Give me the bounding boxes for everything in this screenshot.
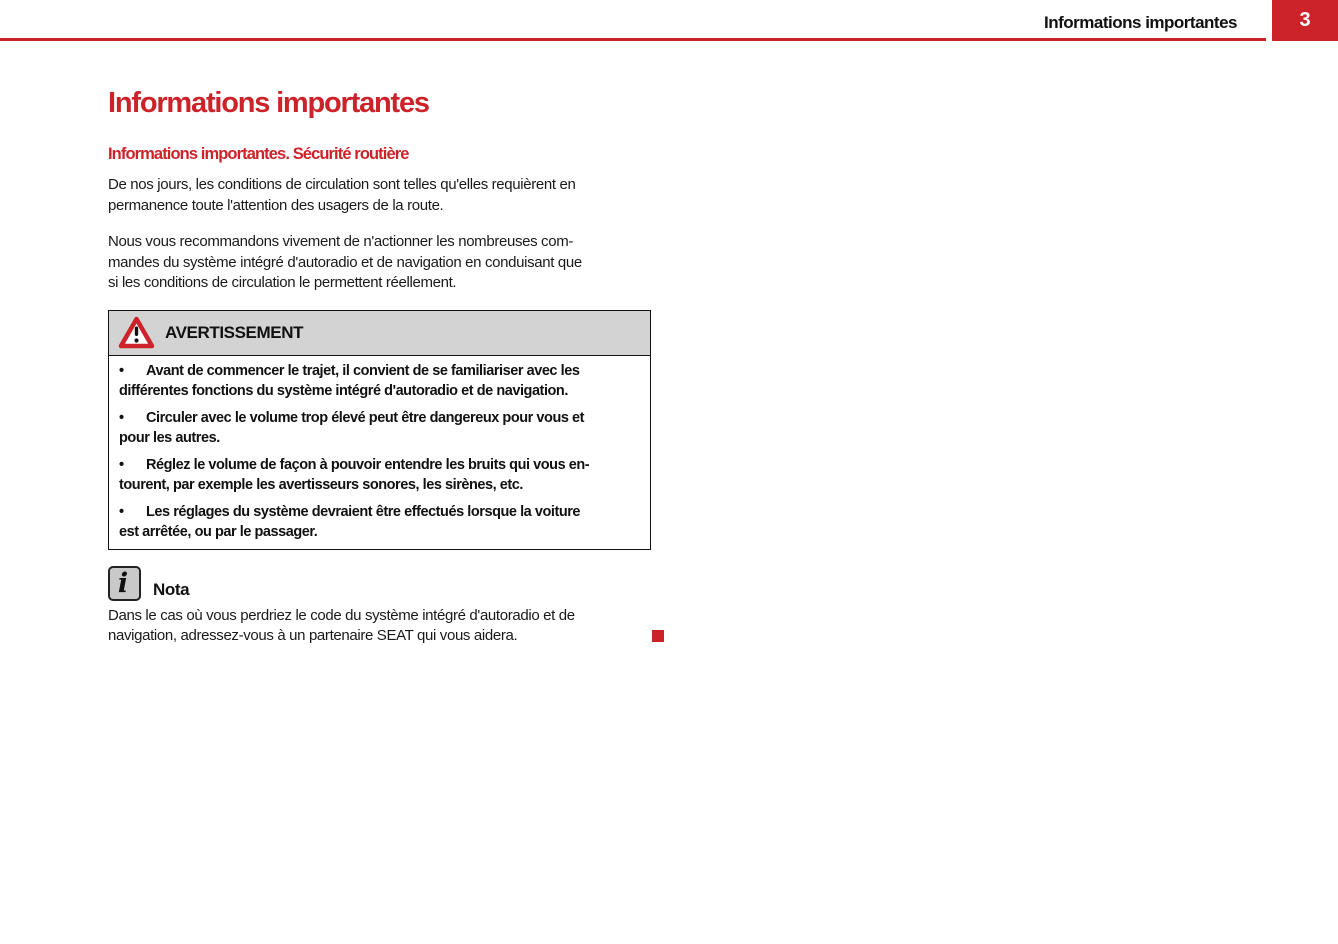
bullet-text: Les réglages du système devraient être effectués lorsque la voiture	[146, 503, 581, 520]
paragraph-line: si les conditions de circulation le permettent réellement.	[108, 274, 457, 291]
warning-bullet	[119, 408, 644, 449]
bullet-text: Avant de commencer le trajet, il convient de se familiariser avec les	[146, 362, 580, 379]
bullet-line: pour les autres.	[119, 430, 220, 446]
warning-triangle-icon	[118, 316, 155, 349]
paragraph	[108, 175, 664, 216]
warning-label: AVERTISSEMENT	[165, 322, 304, 342]
paragraph	[108, 232, 664, 294]
paragraph-line: Dans le cas où vous perdriez le code du système intégré d'autoradio et de	[108, 606, 575, 624]
warning-box	[108, 310, 651, 550]
paragraph-line: mandes du système intégré d'autoradio et de navigation en conduisant que	[108, 253, 582, 271]
bullet-icon: •	[119, 456, 124, 473]
warning-header	[109, 311, 650, 356]
content-column	[108, 0, 664, 647]
warning-body	[109, 356, 650, 549]
bullet-line: est arrêtée, ou par le passager.	[119, 524, 318, 540]
note-paragraph	[108, 606, 664, 647]
warning-bullet	[119, 361, 644, 402]
bullet-icon: •	[119, 362, 124, 379]
info-icon: i	[108, 566, 141, 601]
bullet-line: tourent, par exemple les avertisseurs sonores, les sirènes, etc.	[119, 477, 523, 493]
bullet-text: Circuler avec le volume trop élevé peut être dangereux pour vous et	[146, 409, 585, 426]
bullet-line	[119, 502, 644, 523]
bullet-line	[119, 361, 644, 382]
page-number-badge: 3	[1272, 0, 1338, 41]
warning-bullet	[119, 455, 644, 496]
running-header-title: Informations importantes	[1044, 13, 1237, 32]
note-label: Nota	[153, 579, 190, 599]
bullet-line	[119, 408, 644, 429]
note-header	[108, 566, 664, 601]
section-heading: Informations importantes. Sécurité routière	[108, 145, 409, 163]
bullet-line: différentes fonctions du système intégré d'autoradio et de navigation.	[119, 383, 568, 399]
bullet-text: Réglez le volume de façon à pouvoir entendre les bruits qui vous en-	[146, 456, 590, 473]
paragraph-line: Nous vous recommandons vivement de n'actionner les nombreuses com-	[108, 233, 573, 250]
section-end-marker	[652, 630, 664, 642]
page-title: Informations importantes	[108, 87, 429, 119]
paragraph-line: navigation, adressez-vous à un partenaire SEAT qui vous aidera.	[108, 627, 518, 644]
bullet-line	[119, 455, 644, 476]
warning-bullet	[119, 502, 644, 543]
paragraph-line: De nos jours, les conditions de circulation sont telles qu'elles requièrent en	[108, 176, 576, 193]
bullet-icon: •	[119, 503, 124, 520]
bullet-icon: •	[119, 409, 124, 426]
paragraph-line: permanence toute l'attention des usagers de la route.	[108, 196, 444, 214]
